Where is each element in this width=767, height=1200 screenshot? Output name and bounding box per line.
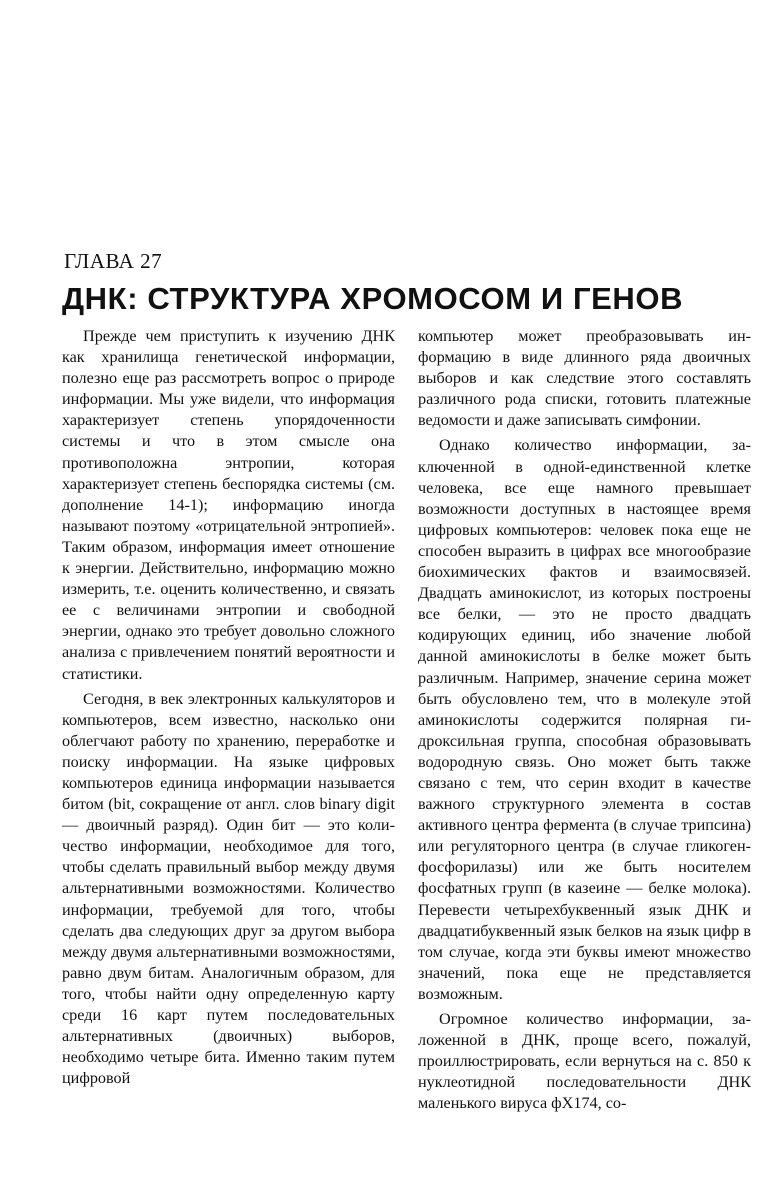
- paragraph-information-nature: Прежде чем приступить к изучению ДНК как хранилища генетической информации, полезно еще раз рассмотреть вопрос о природе информации. Мы уже видели, что информация характеризует степень упорядоченности системы и что в этом смысле она противоположна энтропии, которая характеризует степень беспорядка системы (см. дополнение 14-1); информацию иногда называют поэтому «отрицательной энтропией». Таким образом, информация имеет отношение к энергии. Действительно, информацию можно измерить, т.е. оценить количественно, и связать ее с величинами энтропии и свободной энергии, однако это требует довольно сложного анализа с привлечением понятий вероятности и статистики.: [62, 327, 395, 683]
- text-column-left: [62, 326, 395, 1089]
- chapter-title: ДНК: СТРУКТУРА ХРОМОСОМ И ГЕНОВ: [62, 281, 684, 316]
- paragraph-dna-information: Огромное количество информации, заложенной в ДНК, проще всего, пожалуй, проиллюстрировать, если вернуться на с. 850 к нуклеотидной последовательности ДНК маленького вируса фX174, со-: [418, 1010, 751, 1113]
- paragraph-bits-computers: Сегодня, в век электронных калькуляторов и компьютеров, всем известно, насколько они облегчают работу по хранению, переработке и поиску информации. На языке цифровых компьютеров единица информации называется битом (bit, сокращение от англ. слов binary digit — двоичный разряд). Один бит — это количество информации, необходимое для того, чтобы сделать правильный выбор между двумя альтернативными возможностями. Количество информации, требуемой для того, чтобы сделать два следующих друг за другом выбора между двумя альтернативными возможностями, равно двум битам. Аналогичным образом, для того, чтобы найти одну определенную карту среди 16 карт путем последовательных альтернативных (двоичных) выборов, необходимо четыре бита. Именно таким путем цифровой: [62, 689, 395, 1088]
- paragraph-continuation: компьютер может преобразовывать информацию в виде длинного ряда двоичных выборов и как следствие этого составлять различного рода списки, готовить платежные ведомости и даже записывать симфонии.: [418, 327, 751, 430]
- paragraph-cell-information: Однако количество информации, заключенной в одной-единственной клетке человека, все еще намного превышает возможности доступных в настоящее время цифровых компьютеров: человек пока еще не способен выразить в цифрах все многообразие биохимических фактов и взаимосвязей. Двадцать аминокислот, из которых построены все белки, — это не просто двадцать кодирующих единиц, ибо значение любой данной аминокислоты в белке может быть различным. Например, значение серина может быть обусловлено тем, что в молекуле этой аминокислоты содержится полярная гидроксильная группа, способная образовывать водородную связь. Оно может быть также связано с тем, что серин входит в качестве важного структурного элемента в состав активного центра фермента (в случае трипсина) или регуляторного центра (в случае гликоген-фосфорилазы) или же быть носителем фосфатных групп (в казеине — белке молока). Перевести четырехбуквенный язык ДНК и двадцатибуквенный язык белков на язык цифр в том случае, когда эти буквы имеют множество значений, пока еще не представляется возможным.: [418, 436, 751, 1003]
- text-column-right: [418, 326, 751, 1114]
- chapter-label: ГЛАВА 27: [64, 249, 163, 273]
